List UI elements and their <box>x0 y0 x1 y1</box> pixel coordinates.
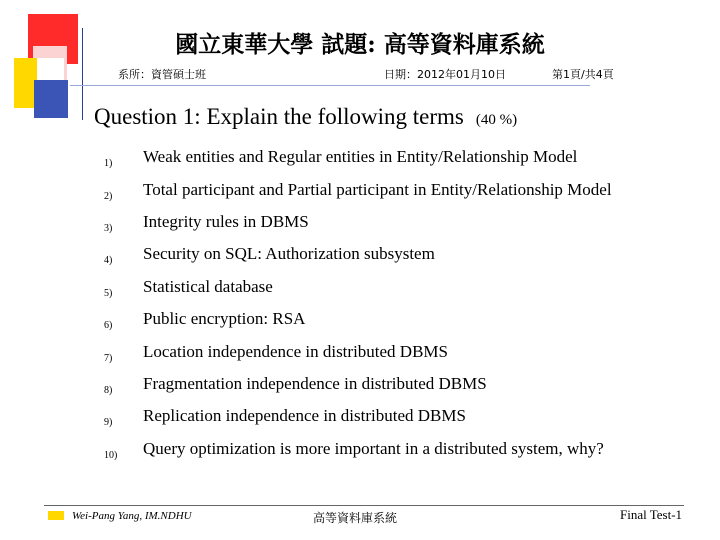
header-divider <box>70 85 590 86</box>
item-number: 8) <box>104 385 113 396</box>
item-text: Fragmentation independence in distributed DBMS <box>143 374 487 393</box>
item-number: 2) <box>104 191 113 202</box>
item-text: Replication independence in distributed DBMS <box>143 406 466 425</box>
list-item <box>0 212 720 244</box>
item-text: Integrity rules in DBMS <box>143 212 309 231</box>
list-item <box>0 309 720 341</box>
decor-blue-square <box>34 80 68 118</box>
item-number: 4) <box>104 255 113 266</box>
footer-slide-label: Final Test-1 <box>620 507 683 522</box>
question-heading <box>94 104 517 130</box>
department-label: 系所：資管碩士班 <box>118 68 206 81</box>
item-number: 3) <box>104 223 113 234</box>
item-text: Security on SQL: Authorization subsystem <box>143 244 435 263</box>
item-number: 6) <box>104 320 113 331</box>
item-text: Public encryption: RSA <box>143 309 306 328</box>
list-item <box>0 374 720 406</box>
page-indicator: 第1頁/共4頁 <box>552 68 614 81</box>
date-label: 日期：2012年01月10日 <box>384 68 506 81</box>
list-item <box>0 439 720 471</box>
item-text: Total participant and Partial participant in Entity/Relationship Model <box>143 180 612 199</box>
list-item <box>0 342 720 374</box>
item-number: 7) <box>104 353 113 364</box>
item-text: Query optimization is more important in a distributed system, why? <box>143 439 604 458</box>
item-number: 10) <box>104 450 118 461</box>
page-title: 國立東華大學 試題: 高等資料庫系統 <box>175 31 545 58</box>
item-text: Location independence in distributed DBMS <box>143 342 448 361</box>
item-number: 9) <box>104 417 113 428</box>
footer-author: Wei-Pang Yang, IM.NDHU <box>72 510 192 522</box>
footer-yellow-box <box>48 511 64 520</box>
item-number: 5) <box>104 288 113 299</box>
list-item <box>0 147 720 179</box>
list-item <box>0 406 720 438</box>
question-text: Question 1: Explain the following terms <box>94 104 464 129</box>
item-number: 1) <box>104 158 113 169</box>
footer-course: 高等資料庫系統 <box>313 511 398 525</box>
list-item <box>0 277 720 309</box>
footer-divider <box>44 505 684 506</box>
question-points: (40 %) <box>475 112 518 128</box>
list-item <box>0 244 720 276</box>
list-item <box>0 180 720 212</box>
item-text: Statistical database <box>143 277 273 296</box>
item-text: Weak entities and Regular entities in Entity/Relationship Model <box>143 147 578 166</box>
